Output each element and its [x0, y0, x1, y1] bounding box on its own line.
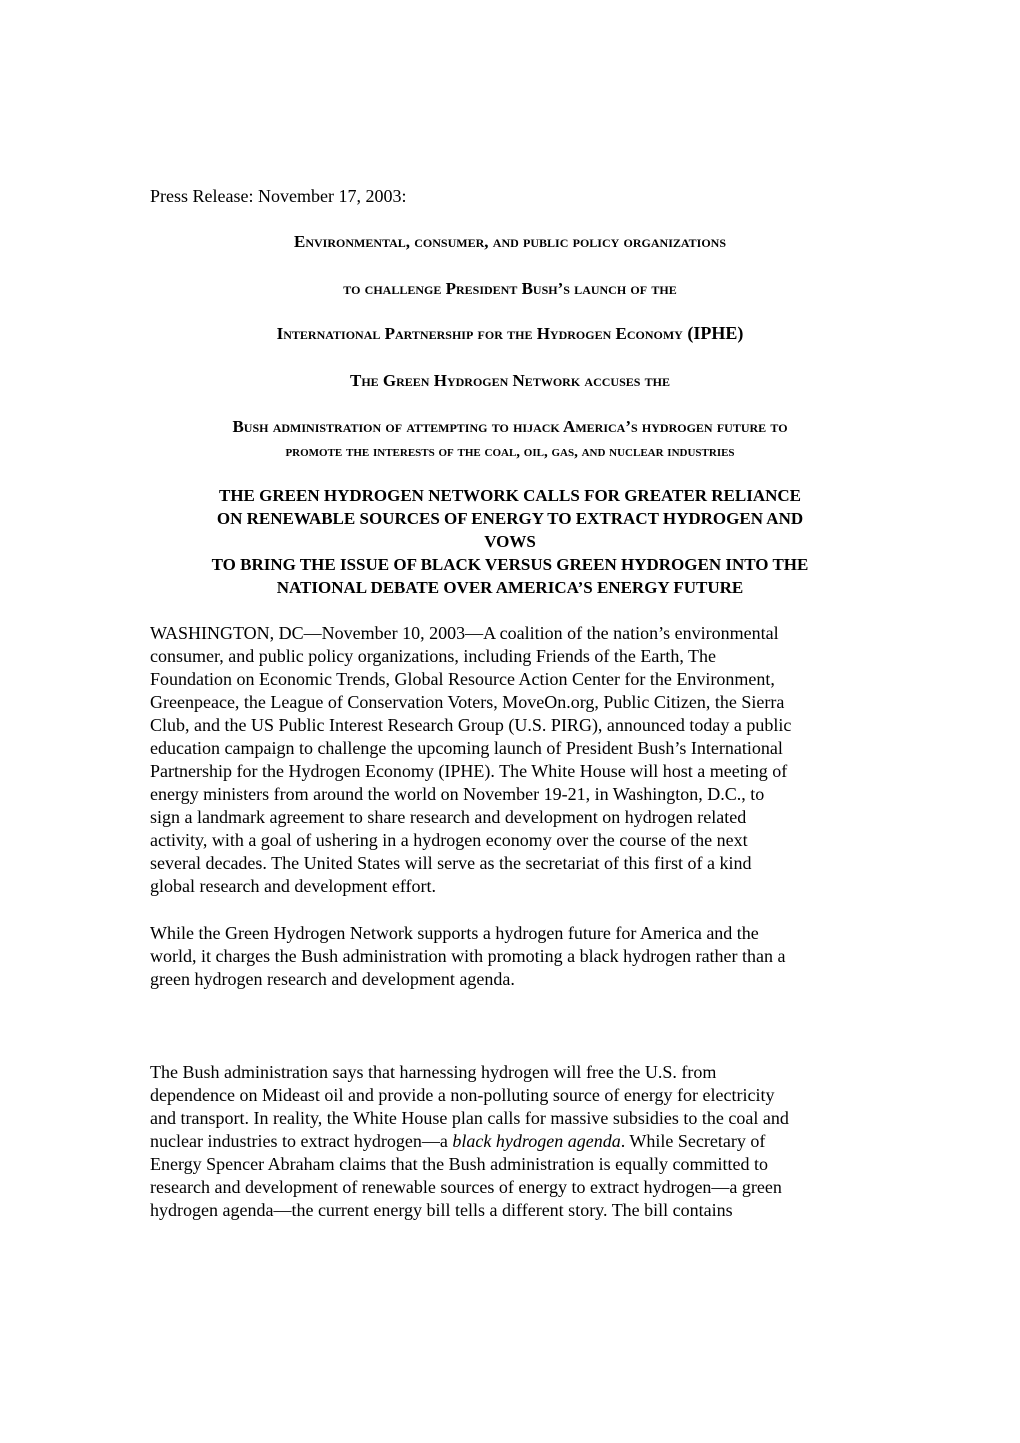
- subhead-line-2: to challenge President Bush’s launch of the: [343, 279, 677, 298]
- body-paragraph-1: [150, 622, 870, 898]
- paragraph-line: Greenpeace, the League of Conservation Voters, MoveOn.org, Public Citizen, the Sierra: [150, 692, 785, 712]
- body-paragraph-2: [150, 922, 870, 991]
- paragraph-line: energy ministers from around the world on November 19-21, in Washington, D.C., to: [150, 784, 765, 804]
- emphasized-phrase: black hydrogen agenda: [452, 1131, 621, 1151]
- headline-line: THE GREEN HYDROGEN NETWORK CALLS FOR GREATER RELIANCE: [218, 486, 802, 505]
- press-release-dateline: Press Release: November 17, 2003:: [150, 186, 407, 206]
- headline-line: TO BRING THE ISSUE OF BLACK VERSUS GREEN HYDROGEN INTO THE: [211, 555, 809, 574]
- headline-line: VOWS: [484, 532, 536, 551]
- paragraph-line: Energy Spencer Abraham claims that the Bush administration is equally committed to: [150, 1154, 769, 1174]
- paragraph-line: Club, and the US Public Interest Research Group (U.S. PIRG), announced today a public: [150, 715, 792, 735]
- subhead-line-3-text: International Partnership for the Hydrogen Economy: [276, 324, 683, 343]
- paragraph-line: global research and development effort.: [150, 876, 437, 896]
- paragraph-line: consumer, and public policy organizations, including Friends of the Earth, The: [150, 646, 716, 666]
- paragraph-line: sign a landmark agreement to share research and development on hydrogen related: [150, 807, 747, 827]
- paragraph-line: Partnership for the Hydrogen Economy (IPHE). The White House will host a meeting of: [150, 761, 788, 781]
- headline-line: ON RENEWABLE SOURCES OF ENERGY TO EXTRACT HYDROGEN AND: [216, 509, 804, 528]
- paragraph-line: WASHINGTON, DC—November 10, 2003—A coalition of the nation’s environmental: [150, 623, 779, 643]
- subhead-line-6: promote the interests of the coal, oil, gas, and nuclear industries: [285, 444, 735, 460]
- paragraph-line: dependence on Mideast oil and provide a non-polluting source of energy for electricity: [150, 1085, 775, 1105]
- body-paragraph-3: [150, 1061, 870, 1222]
- paragraph-line: green hydrogen research and development agenda.: [150, 969, 515, 989]
- document-page: [150, 0, 870, 1443]
- paragraph-line: While the Green Hydrogen Network supports a hydrogen future for America and the: [150, 923, 759, 943]
- subhead-line-3-suffix: (IPHE): [682, 323, 744, 343]
- subhead-line-1: Environmental, consumer, and public policy organizations: [293, 232, 726, 251]
- headline: [150, 484, 870, 599]
- paragraph-line: Foundation on Economic Trends, Global Resource Action Center for the Environment,: [150, 669, 775, 689]
- subhead-line-5: Bush administration of attempting to hijack America’s hydrogen future to: [232, 417, 788, 436]
- line-text: nuclear industries to extract hydrogen—a: [150, 1131, 453, 1151]
- paragraph-line: activity, with a goal of ushering in a hydrogen economy over the course of the next: [150, 830, 748, 850]
- subhead-line-3: [150, 320, 870, 347]
- headline-line: NATIONAL DEBATE OVER AMERICA’S ENERGY FUTURE: [276, 578, 744, 597]
- paragraph-line: world, it charges the Bush administration with promoting a black hydrogen rather than a: [150, 946, 786, 966]
- paragraph-line: The Bush administration says that harnessing hydrogen will free the U.S. from: [150, 1062, 717, 1082]
- line-text: . While Secretary of: [620, 1131, 766, 1151]
- paragraph-line: and transport. In reality, the White House plan calls for massive subsidies to the coal and: [150, 1108, 789, 1128]
- paragraph-line: several decades. The United States will serve as the secretariat of this first of a kind: [150, 853, 752, 873]
- paragraph-line: education campaign to challenge the upcoming launch of President Bush’s International: [150, 738, 783, 758]
- subhead-line-4: The Green Hydrogen Network accuses the: [349, 371, 671, 390]
- paragraph-line: [150, 1130, 870, 1153]
- paragraph-line: hydrogen agenda—the current energy bill tells a different story. The bill contains: [150, 1200, 733, 1220]
- paragraph-line: research and development of renewable sources of energy to extract hydrogen—a green: [150, 1177, 782, 1197]
